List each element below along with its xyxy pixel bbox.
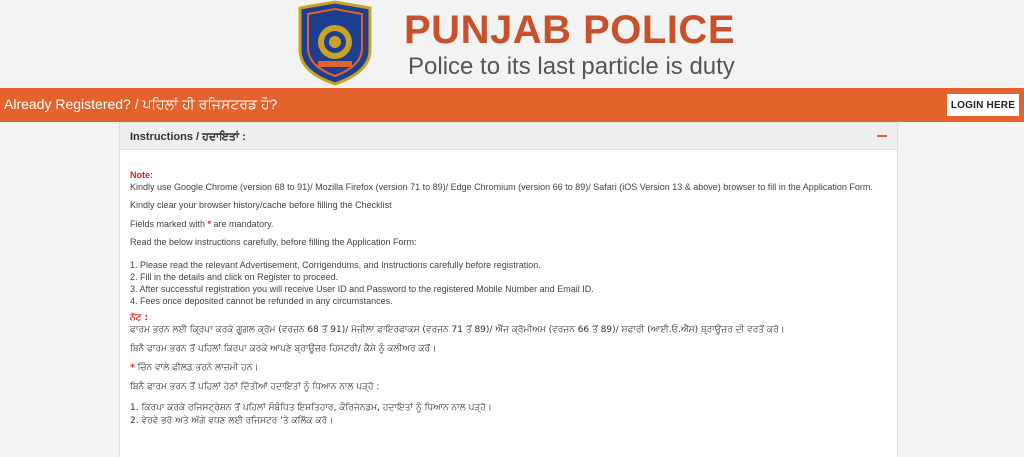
punjabi-mandatory-text: ਚਿੰਨ ਵਾਲੇ ਫੀਲਡ ਭਰਨੇ ਲਾਜ਼ਮੀ ਹਨ। bbox=[134, 363, 259, 373]
clear-cache-note: Kindly clear your browser history/cache before filling the Checklist bbox=[130, 200, 392, 210]
punjabi-mandatory-note bbox=[130, 362, 887, 375]
instructions-panel-header[interactable] bbox=[120, 122, 897, 150]
list-item: 1. Please read the relevant Advertisement, Corrigendums, and Instructions carefully before registration. bbox=[130, 259, 541, 270]
list-item: 2. ਵੇਰਵੇ ਭਰੋ ਅਤੇ ਅੱਗੇ ਵਧਣ ਲਈ ਰਜਿਸਟਰ 'ਤੇ ਕਲਿੱਕ ਕਰੋ। bbox=[130, 416, 334, 426]
note-label: Note: bbox=[130, 170, 153, 180]
already-registered-text: Already Registered? / ਪਹਿਲਾਂ ਹੀ ਰਜਿਸਟਰਡ ਹੋ? bbox=[4, 96, 278, 112]
browser-note: Kindly use Google Chrome (version 68 to 91)/ Mozilla Firefox (version 71 to 89)/ Edge Chromium (version 66 to 89)/ Safari (iOS Version 13 & above) browser to fill in the Application Form. bbox=[130, 181, 873, 192]
punjabi-read-instructions: ਬਿਨੈ ਫਾਰਮ ਭਰਨ ਤੋਂ ਪਹਿਲਾਂ ਹੇਠਾਂ ਦਿੱਤੀਆਂ ਹਦਾਇਤਾਂ ਨੂੰ ਧਿਆਨ ਨਾਲ ਪੜ੍ਹੋ : bbox=[130, 382, 380, 392]
read-instructions-note: Read the below instructions carefully, before filling the Application Form: bbox=[130, 237, 417, 247]
login-bar bbox=[0, 88, 1024, 122]
instructions-title: Instructions / ਹਦਾਇਤਾਂ : bbox=[130, 131, 246, 143]
brand-tagline: Police to its last particle is duty bbox=[408, 53, 735, 80]
punjabi-browser-note: ਫਾਰਮ ਭਰਨ ਲਈ ਕ੍ਰਿਪਾ ਕਰਕੇ ਗੂਗਲ ਕ੍ਰੋਮ (ਵਰਜ਼ਨ 68 ਤੋਂ 91)/ ਮੋਜ਼ੀਲਾ ਫਾਇਰਫਾਕਸ (ਵਰਜ਼ਨ 71 ਤੋਂ 89)/ ਐੱਜ ਕ੍ਰੋਮੀਅਮ (ਵਰਜ਼ਨ 66 ਤੋਂ 89)/ ਸਫਾਰੀ (ਆਈ.ਓ.ਐੱਸ) ਬ੍ਰਾਊਜ਼ਰ ਦੀ ਵਰਤੋਂ ਕਰੋ। bbox=[130, 325, 785, 335]
punjabi-note-label: ਨੋਟ : bbox=[130, 312, 149, 323]
list-item: 3. After successful registration you will receive User ID and Password to the registered Mobile Number and Email ID. bbox=[130, 283, 594, 294]
mandatory-note bbox=[130, 219, 887, 231]
login-here-button[interactable]: LOGIN HERE bbox=[947, 94, 1019, 116]
list-item: 4. Fees once deposited cannot be refunded in any circumstances. bbox=[130, 295, 393, 306]
site-header bbox=[0, 0, 1024, 88]
instructions-body bbox=[120, 150, 897, 428]
minus-icon[interactable] bbox=[875, 129, 889, 143]
instructions-panel bbox=[119, 122, 898, 457]
required-star: * bbox=[207, 218, 212, 229]
brand-title: PUNJAB POLICE bbox=[404, 8, 735, 52]
punjab-police-badge-icon bbox=[294, 0, 376, 86]
list-item: 2. Fill in the details and click on Register to proceed. bbox=[130, 271, 339, 282]
list-item: 1. ਕਿਰਪਾ ਕਰਕੇ ਰਜਿਸਟ੍ਰੇਸ਼ਨ ਤੋਂ ਪਹਿਲਾਂ ਸੰਬੰਧਿਤ ਇਸ਼ਤਿਹਾਰ, ਕੌਰਿਜੇਨਡਮ, ਹਦਾਇਤਾਂ ਨੂੰ ਧਿਆਨ ਨਾਲ ਪੜ੍ਹੋ। bbox=[130, 403, 492, 413]
mandatory-suffix: are mandatory. bbox=[211, 218, 274, 229]
punjabi-instruction-list bbox=[130, 402, 887, 428]
mandatory-prefix: Fields marked with bbox=[130, 218, 208, 229]
punjabi-clear-cache-note: ਬਿਨੈ ਫਾਰਮ ਭਰਨ ਤੋਂ ਪਹਿਲਾਂ ਕਿਰਪਾ ਕਰਕੇ ਆਪਣੇ ਬ੍ਰਾਊਜ਼ਰ ਹਿਸਟਰੀ/ ਕੈਸ਼ੇ ਨੂੰ ਕਲੀਅਰ ਕਰੋਂ। bbox=[130, 344, 437, 354]
punjabi-required-star: * bbox=[130, 363, 135, 373]
english-instruction-list bbox=[130, 259, 887, 307]
